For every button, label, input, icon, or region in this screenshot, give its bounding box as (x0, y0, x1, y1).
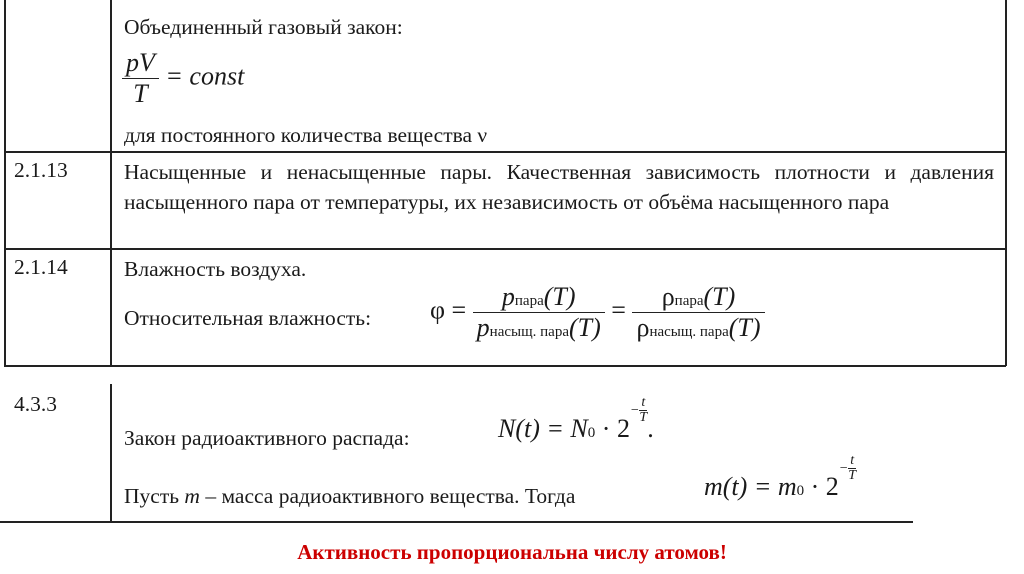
mass-decay-formula: m(t) = m0 · 2− $\frac{t}{T}$ (704, 453, 857, 501)
table-hline (4, 248, 1006, 250)
row-number: 4.3.3 (14, 392, 57, 416)
relative-humidity-label: Относительная влажность: (124, 306, 372, 330)
gas-law-formula (122, 48, 244, 109)
decay-law-label: Закон радиоактивного распада: (124, 426, 410, 450)
equals-sign: = (611, 295, 626, 325)
table-hline (4, 365, 1006, 367)
row-number: 2.1.14 (14, 255, 68, 279)
table-vline-mid (110, 0, 112, 366)
relative-humidity-formula (430, 282, 765, 343)
table2-hline (0, 521, 913, 523)
mass-sentence: Пусть m – масса радиоактивного вещества. Тогда (124, 484, 576, 508)
gas-law-rhs: = const (165, 61, 245, 91)
gas-law-fraction: $\frac{pV}{T}$ (122, 48, 159, 109)
table-hline (4, 151, 1006, 153)
pressure-fraction: $\frac{\text{pпара(T)}}{\text{pнасыщ. пара(T)}}$ (473, 282, 605, 343)
phi-symbol: φ = (430, 295, 467, 325)
gas-law-note: для постоянного количества вещества ν (124, 123, 488, 147)
gas-law-title: Объединенный газовый закон: (124, 15, 403, 39)
humidity-title: Влажность воздуха. (124, 257, 307, 281)
table2-vline-mid (110, 384, 112, 522)
decay-law-formula: N(t) = N0 · 2− $\frac{t}{T}$ . (498, 395, 654, 443)
table-vline-right (1005, 0, 1007, 366)
row-number: 2.1.13 (14, 158, 68, 182)
saturated-vapor-text: Насыщенные и ненасыщенные пары. Качественная зависимость плотности и давления насыщенного пара от температуры, их независимость от объёма насыщенного пара (124, 160, 994, 214)
table-vline-left (4, 0, 6, 366)
density-fraction: $\frac{\text{ρпара(T)}}{\text{ρнасыщ. пара(T)}}$ (632, 282, 764, 343)
activity-note: Активность пропорциональна числу атомов! (297, 540, 727, 564)
